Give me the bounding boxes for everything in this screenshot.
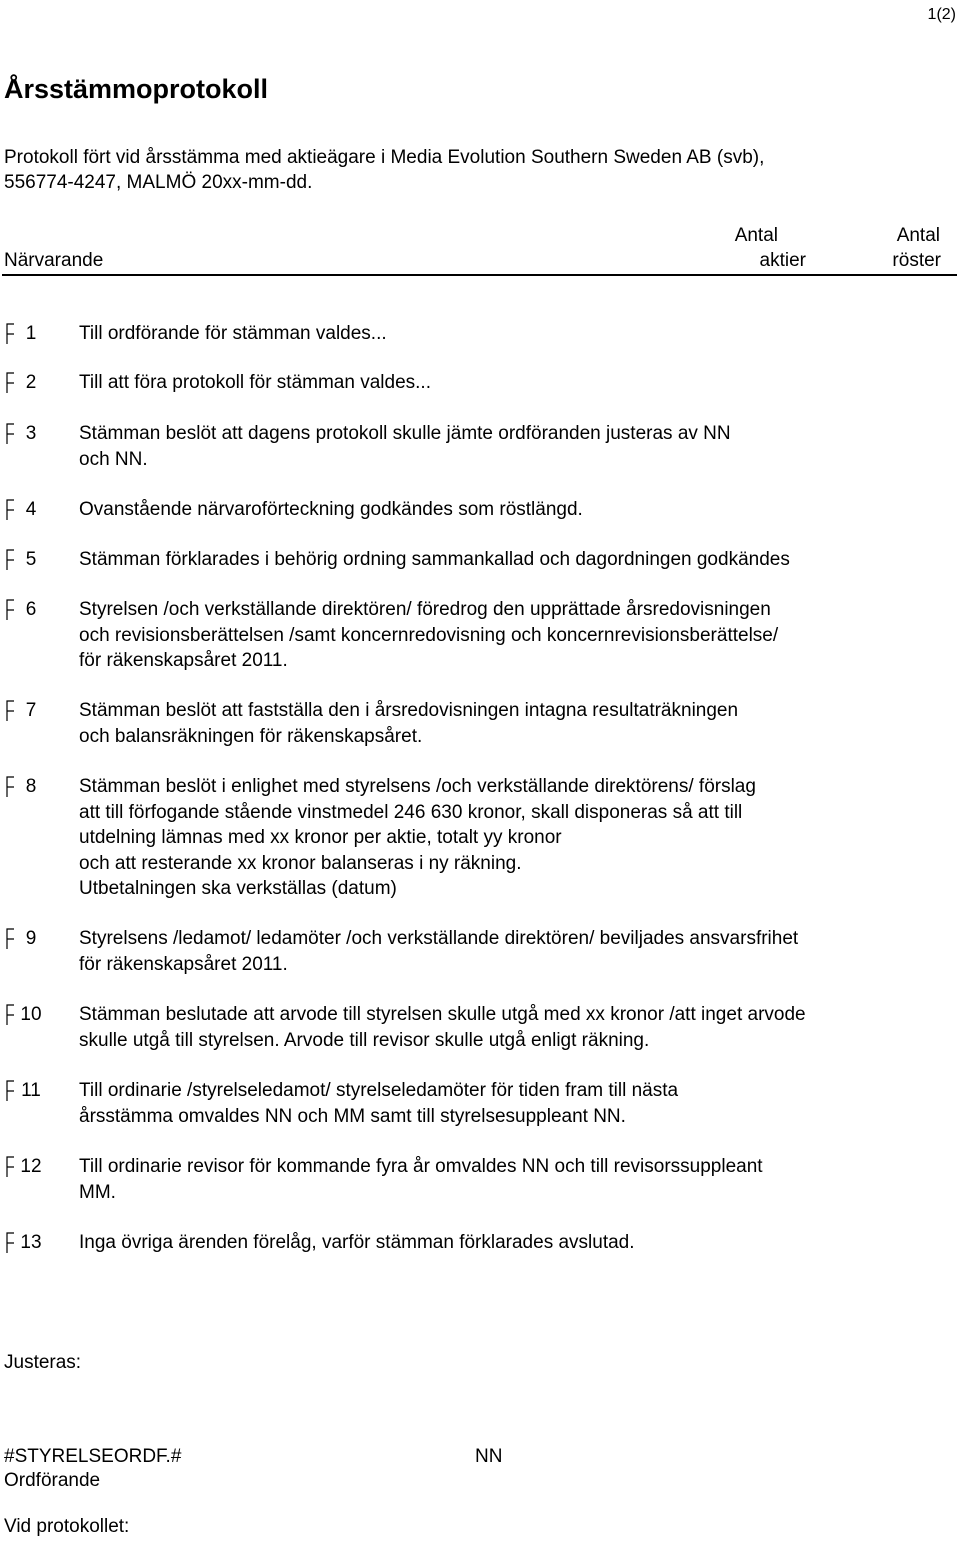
item-text-line: Styrelsen /och verkställande direktören/ föredrog den upprättade årsredovisningen (79, 599, 771, 620)
item-text-line: skulle utgå till styrelsen. Arvode till revisor skulle utgå enligt räkning. (79, 1029, 650, 1051)
item-number: 12 (20, 1156, 42, 1177)
item-text-line: MM. (79, 1181, 116, 1203)
page-title: Årsstämmoprotokoll (4, 74, 269, 104)
item-text-line: Till att föra protokoll för stämman valdes... (79, 372, 431, 393)
second-signer-name: NN (475, 1446, 503, 1467)
item-text (79, 421, 731, 472)
vid-protokollet-label: Vid protokollet: (4, 1516, 130, 1537)
item-text (79, 547, 790, 573)
chair-placeholder: #STYRELSEORDF.# (4, 1446, 182, 1467)
item-text-line: Stämman beslöt att fastställa den i årsredovisningen intagna resultaträkningen (79, 700, 739, 721)
item-text-line: Utbetalningen ska verkställas (datum) (79, 878, 397, 899)
item-text (79, 497, 583, 523)
item-number: 13 (20, 1232, 42, 1253)
paragraph-marker-icon (4, 321, 16, 347)
item-text-line: och balansräkningen för räkenskapsåret. (79, 725, 423, 747)
item-number: 5 (25, 549, 37, 570)
item-text-line: Stämman beslöt i enlighet med styrelsens /och verkställande direktörens/ förslag (79, 776, 756, 797)
intro-line-1: Protokoll fört vid årsstämma med aktieägare i Media Evolution Southern Sweden AB (svb), (4, 147, 765, 168)
item-number: 9 (25, 928, 37, 949)
item-number: 7 (25, 700, 37, 721)
item-text (79, 1154, 763, 1205)
item-number: 2 (25, 372, 37, 393)
paragraph-marker-icon (4, 926, 16, 952)
item-text-line: Stämman beslutade att arvode till styrelsen skulle utgå med xx kronor /att inget arvode (79, 1004, 806, 1025)
page-number: 1(2) (927, 6, 956, 23)
item-text (79, 1078, 678, 1129)
paragraph-marker-icon (4, 1078, 16, 1104)
votes-header-top: Antal (896, 225, 940, 246)
item-text-line: utdelning lämnas med xx kronor per aktie, totalt yy kronor (79, 827, 562, 848)
item-text-line: Ovanstående närvaroförteckning godkändes som röstlängd. (79, 499, 583, 520)
item-text-line: Till ordinarie revisor för kommande fyra år omvaldes NN och till revisorssuppleant (79, 1156, 763, 1177)
item-text-line: Stämman beslöt att dagens protokoll skulle jämte ordföranden justeras av NN (79, 423, 731, 444)
item-text (79, 321, 387, 347)
paragraph-marker-icon (4, 1002, 16, 1028)
item-text-line: Till ordinarie /styrelseledamot/ styrelseledamöter för tiden fram till nästa (79, 1080, 679, 1101)
votes-header-bottom: röster (892, 250, 941, 271)
header-divider (2, 274, 957, 276)
item-number: 1 (25, 323, 37, 344)
item-text-line: Inga övriga ärenden förelåg, varför stämman förklarades avslutad. (79, 1232, 635, 1253)
item-text (79, 926, 798, 977)
item-text (79, 1230, 635, 1256)
paragraph-marker-icon (4, 497, 16, 523)
intro-line-2: 556774-4247, MALMÖ 20xx-mm-dd. (4, 172, 313, 193)
item-text-line: och NN. (79, 448, 148, 470)
item-number: 10 (20, 1004, 42, 1025)
attendance-label: Närvarande (4, 250, 104, 271)
item-text-line: och att resterande xx kronor balanseras i ny räkning. (79, 852, 522, 874)
item-text (79, 370, 431, 396)
paragraph-marker-icon (4, 597, 16, 623)
item-text-line: Styrelsens /ledamot/ ledamöter /och verkställande direktören/ beviljades ansvarsfrihet (79, 928, 799, 949)
item-text (79, 698, 738, 749)
chair-role-label: Ordförande (4, 1470, 101, 1491)
item-text (79, 597, 778, 674)
item-text-line: för räkenskapsåret 2011. (79, 953, 288, 975)
paragraph-marker-icon (4, 774, 16, 800)
item-number: 11 (21, 1080, 41, 1101)
item-text (79, 774, 756, 902)
item-number: 3 (25, 423, 37, 444)
item-text-line: Till ordförande för stämman valdes... (79, 323, 387, 344)
item-text (79, 1002, 806, 1053)
item-number: 4 (25, 499, 37, 520)
paragraph-marker-icon (4, 370, 16, 396)
item-text-line: för räkenskapsåret 2011. (79, 650, 288, 671)
item-text-line: och revisionsberättelsen /samt koncernredovisning och koncernrevisionsberättelse/ (79, 624, 779, 646)
paragraph-marker-icon (4, 698, 16, 724)
item-number: 6 (25, 599, 37, 620)
item-number: 8 (25, 776, 37, 797)
shares-header-bottom: aktier (759, 250, 806, 271)
item-text-line: årsstämma omvaldes NN och MM samt till styrelsesuppleant NN. (79, 1105, 626, 1127)
shares-header-top: Antal (734, 225, 778, 246)
paragraph-marker-icon (4, 421, 16, 447)
item-text-line: Stämman förklarades i behörig ordning sammankallad och dagordningen godkändes (79, 549, 790, 570)
paragraph-marker-icon (4, 1230, 16, 1256)
justeras-label: Justeras: (4, 1352, 82, 1373)
paragraph-marker-icon (4, 1154, 16, 1180)
item-text-line: att till förfogande stående vinstmedel 246 630 kronor, skall disponeras så att till (79, 801, 743, 823)
intro-paragraph (4, 145, 764, 195)
paragraph-marker-icon (4, 547, 16, 573)
